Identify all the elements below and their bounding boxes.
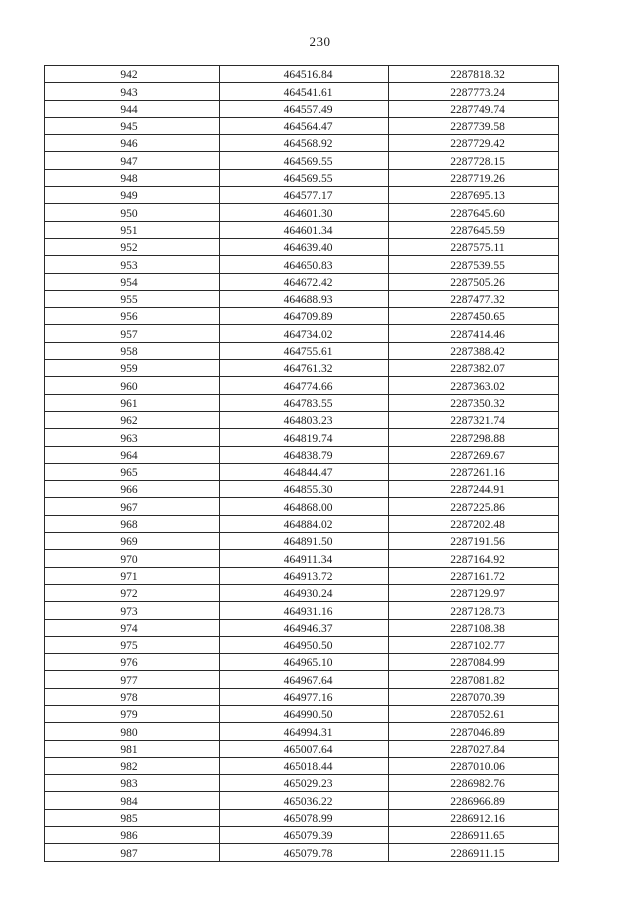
table-row bbox=[45, 705, 559, 722]
point-number-cell: 946 bbox=[45, 135, 220, 152]
point-number-cell: 955 bbox=[45, 290, 220, 307]
table-row bbox=[45, 844, 559, 861]
y-coordinate-cell: 2287388.42 bbox=[389, 342, 559, 359]
y-coordinate-cell: 2287363.02 bbox=[389, 377, 559, 394]
x-coordinate-cell: 464577.17 bbox=[220, 187, 389, 204]
point-number-cell: 981 bbox=[45, 740, 220, 757]
table-row bbox=[45, 169, 559, 186]
table-row bbox=[45, 827, 559, 844]
table-row bbox=[45, 377, 559, 394]
point-number-cell: 980 bbox=[45, 723, 220, 740]
point-number-cell: 957 bbox=[45, 325, 220, 342]
table-row bbox=[45, 654, 559, 671]
x-coordinate-cell: 464639.40 bbox=[220, 238, 389, 255]
x-coordinate-cell: 464931.16 bbox=[220, 602, 389, 619]
x-coordinate-cell: 464557.49 bbox=[220, 100, 389, 117]
point-number-cell: 978 bbox=[45, 688, 220, 705]
y-coordinate-cell: 2286911.15 bbox=[389, 844, 559, 861]
x-coordinate-cell: 464783.55 bbox=[220, 394, 389, 411]
table-row bbox=[45, 809, 559, 826]
point-number-cell: 958 bbox=[45, 342, 220, 359]
point-number-cell: 960 bbox=[45, 377, 220, 394]
table-row bbox=[45, 204, 559, 221]
point-number-cell: 954 bbox=[45, 273, 220, 290]
x-coordinate-cell: 464990.50 bbox=[220, 705, 389, 722]
table-row bbox=[45, 463, 559, 480]
table-row bbox=[45, 515, 559, 532]
table-row bbox=[45, 550, 559, 567]
y-coordinate-cell: 2287070.39 bbox=[389, 688, 559, 705]
x-coordinate-cell: 464672.42 bbox=[220, 273, 389, 290]
y-coordinate-cell: 2287645.60 bbox=[389, 204, 559, 221]
table-row bbox=[45, 411, 559, 428]
y-coordinate-cell: 2287164.92 bbox=[389, 550, 559, 567]
x-coordinate-cell: 464838.79 bbox=[220, 446, 389, 463]
point-number-cell: 962 bbox=[45, 411, 220, 428]
y-coordinate-cell: 2287225.86 bbox=[389, 498, 559, 515]
table-row bbox=[45, 584, 559, 601]
x-coordinate-cell: 464568.92 bbox=[220, 135, 389, 152]
x-coordinate-cell: 464844.47 bbox=[220, 463, 389, 480]
y-coordinate-cell: 2287046.89 bbox=[389, 723, 559, 740]
x-coordinate-cell: 464774.66 bbox=[220, 377, 389, 394]
table-row bbox=[45, 619, 559, 636]
point-number-cell: 971 bbox=[45, 567, 220, 584]
coordinates-table-body bbox=[45, 66, 559, 862]
table-row bbox=[45, 66, 559, 83]
point-number-cell: 947 bbox=[45, 152, 220, 169]
y-coordinate-cell: 2287818.32 bbox=[389, 66, 559, 83]
y-coordinate-cell: 2287298.88 bbox=[389, 429, 559, 446]
y-coordinate-cell: 2287084.99 bbox=[389, 654, 559, 671]
y-coordinate-cell: 2287477.32 bbox=[389, 290, 559, 307]
y-coordinate-cell: 2287102.77 bbox=[389, 636, 559, 653]
table-row bbox=[45, 221, 559, 238]
point-number-cell: 948 bbox=[45, 169, 220, 186]
table-row bbox=[45, 290, 559, 307]
x-coordinate-cell: 465078.99 bbox=[220, 809, 389, 826]
y-coordinate-cell: 2287505.26 bbox=[389, 273, 559, 290]
point-number-cell: 963 bbox=[45, 429, 220, 446]
y-coordinate-cell: 2287161.72 bbox=[389, 567, 559, 584]
x-coordinate-cell: 464709.89 bbox=[220, 308, 389, 325]
x-coordinate-cell: 465079.39 bbox=[220, 827, 389, 844]
point-number-cell: 950 bbox=[45, 204, 220, 221]
point-number-cell: 953 bbox=[45, 256, 220, 273]
point-number-cell: 972 bbox=[45, 584, 220, 601]
x-coordinate-cell: 464946.37 bbox=[220, 619, 389, 636]
table-row bbox=[45, 429, 559, 446]
y-coordinate-cell: 2287350.32 bbox=[389, 394, 559, 411]
table-row bbox=[45, 688, 559, 705]
y-coordinate-cell: 2287728.15 bbox=[389, 152, 559, 169]
y-coordinate-cell: 2287749.74 bbox=[389, 100, 559, 117]
table-row bbox=[45, 446, 559, 463]
x-coordinate-cell: 465036.22 bbox=[220, 792, 389, 809]
table-row bbox=[45, 273, 559, 290]
table-row bbox=[45, 135, 559, 152]
point-number-cell: 942 bbox=[45, 66, 220, 83]
y-coordinate-cell: 2287719.26 bbox=[389, 169, 559, 186]
x-coordinate-cell: 464601.34 bbox=[220, 221, 389, 238]
y-coordinate-cell: 2287128.73 bbox=[389, 602, 559, 619]
table-row bbox=[45, 342, 559, 359]
y-coordinate-cell: 2287010.06 bbox=[389, 757, 559, 774]
point-number-cell: 959 bbox=[45, 360, 220, 377]
y-coordinate-cell: 2286982.76 bbox=[389, 775, 559, 792]
x-coordinate-cell: 464516.84 bbox=[220, 66, 389, 83]
y-coordinate-cell: 2287539.55 bbox=[389, 256, 559, 273]
y-coordinate-cell: 2286911.65 bbox=[389, 827, 559, 844]
point-number-cell: 982 bbox=[45, 757, 220, 774]
y-coordinate-cell: 2287027.84 bbox=[389, 740, 559, 757]
y-coordinate-cell: 2287261.16 bbox=[389, 463, 559, 480]
table-row bbox=[45, 533, 559, 550]
x-coordinate-cell: 464688.93 bbox=[220, 290, 389, 307]
point-number-cell: 970 bbox=[45, 550, 220, 567]
point-number-cell: 977 bbox=[45, 671, 220, 688]
coordinates-table bbox=[44, 65, 559, 862]
point-number-cell: 974 bbox=[45, 619, 220, 636]
table-row bbox=[45, 394, 559, 411]
y-coordinate-cell: 2287052.61 bbox=[389, 705, 559, 722]
table-row bbox=[45, 238, 559, 255]
point-number-cell: 951 bbox=[45, 221, 220, 238]
table-row bbox=[45, 152, 559, 169]
x-coordinate-cell: 464601.30 bbox=[220, 204, 389, 221]
table-row bbox=[45, 100, 559, 117]
y-coordinate-cell: 2287645.59 bbox=[389, 221, 559, 238]
table-row bbox=[45, 757, 559, 774]
table-row bbox=[45, 775, 559, 792]
y-coordinate-cell: 2287575.11 bbox=[389, 238, 559, 255]
table-row bbox=[45, 256, 559, 273]
y-coordinate-cell: 2286966.89 bbox=[389, 792, 559, 809]
y-coordinate-cell: 2287695.13 bbox=[389, 187, 559, 204]
y-coordinate-cell: 2287414.46 bbox=[389, 325, 559, 342]
x-coordinate-cell: 464650.83 bbox=[220, 256, 389, 273]
x-coordinate-cell: 464930.24 bbox=[220, 584, 389, 601]
table-row bbox=[45, 117, 559, 134]
point-number-cell: 975 bbox=[45, 636, 220, 653]
x-coordinate-cell: 464884.02 bbox=[220, 515, 389, 532]
point-number-cell: 964 bbox=[45, 446, 220, 463]
point-number-cell: 945 bbox=[45, 117, 220, 134]
y-coordinate-cell: 2287382.07 bbox=[389, 360, 559, 377]
y-coordinate-cell: 2287108.38 bbox=[389, 619, 559, 636]
table-row bbox=[45, 360, 559, 377]
point-number-cell: 943 bbox=[45, 83, 220, 100]
x-coordinate-cell: 464855.30 bbox=[220, 481, 389, 498]
table-row bbox=[45, 723, 559, 740]
x-coordinate-cell: 465007.64 bbox=[220, 740, 389, 757]
point-number-cell: 983 bbox=[45, 775, 220, 792]
x-coordinate-cell: 464803.23 bbox=[220, 411, 389, 428]
y-coordinate-cell: 2287081.82 bbox=[389, 671, 559, 688]
point-number-cell: 973 bbox=[45, 602, 220, 619]
y-coordinate-cell: 2286912.16 bbox=[389, 809, 559, 826]
x-coordinate-cell: 464965.10 bbox=[220, 654, 389, 671]
point-number-cell: 986 bbox=[45, 827, 220, 844]
y-coordinate-cell: 2287269.67 bbox=[389, 446, 559, 463]
x-coordinate-cell: 464734.02 bbox=[220, 325, 389, 342]
table-row bbox=[45, 602, 559, 619]
x-coordinate-cell: 465079.78 bbox=[220, 844, 389, 861]
point-number-cell: 966 bbox=[45, 481, 220, 498]
y-coordinate-cell: 2287191.56 bbox=[389, 533, 559, 550]
point-number-cell: 976 bbox=[45, 654, 220, 671]
x-coordinate-cell: 465029.23 bbox=[220, 775, 389, 792]
table-row bbox=[45, 671, 559, 688]
x-coordinate-cell: 464950.50 bbox=[220, 636, 389, 653]
y-coordinate-cell: 2287321.74 bbox=[389, 411, 559, 428]
x-coordinate-cell: 464891.50 bbox=[220, 533, 389, 550]
point-number-cell: 956 bbox=[45, 308, 220, 325]
y-coordinate-cell: 2287129.97 bbox=[389, 584, 559, 601]
y-coordinate-cell: 2287450.65 bbox=[389, 308, 559, 325]
point-number-cell: 985 bbox=[45, 809, 220, 826]
x-coordinate-cell: 464819.74 bbox=[220, 429, 389, 446]
x-coordinate-cell: 464564.47 bbox=[220, 117, 389, 134]
x-coordinate-cell: 464994.31 bbox=[220, 723, 389, 740]
table-row bbox=[45, 481, 559, 498]
page-number: 230 bbox=[309, 34, 331, 49]
point-number-cell: 961 bbox=[45, 394, 220, 411]
x-coordinate-cell: 464868.00 bbox=[220, 498, 389, 515]
table-row bbox=[45, 325, 559, 342]
table-row bbox=[45, 83, 559, 100]
table-row bbox=[45, 636, 559, 653]
table-row bbox=[45, 740, 559, 757]
x-coordinate-cell: 464977.16 bbox=[220, 688, 389, 705]
x-coordinate-cell: 464569.55 bbox=[220, 169, 389, 186]
point-number-cell: 979 bbox=[45, 705, 220, 722]
point-number-cell: 949 bbox=[45, 187, 220, 204]
point-number-cell: 965 bbox=[45, 463, 220, 480]
x-coordinate-cell: 464913.72 bbox=[220, 567, 389, 584]
table-row bbox=[45, 187, 559, 204]
x-coordinate-cell: 464569.55 bbox=[220, 152, 389, 169]
table-row bbox=[45, 308, 559, 325]
x-coordinate-cell: 465018.44 bbox=[220, 757, 389, 774]
y-coordinate-cell: 2287739.58 bbox=[389, 117, 559, 134]
y-coordinate-cell: 2287729.42 bbox=[389, 135, 559, 152]
x-coordinate-cell: 464911.34 bbox=[220, 550, 389, 567]
point-number-cell: 967 bbox=[45, 498, 220, 515]
point-number-cell: 944 bbox=[45, 100, 220, 117]
point-number-cell: 952 bbox=[45, 238, 220, 255]
table-row bbox=[45, 567, 559, 584]
table-row bbox=[45, 498, 559, 515]
x-coordinate-cell: 464755.61 bbox=[220, 342, 389, 359]
point-number-cell: 969 bbox=[45, 533, 220, 550]
point-number-cell: 968 bbox=[45, 515, 220, 532]
x-coordinate-cell: 464967.64 bbox=[220, 671, 389, 688]
y-coordinate-cell: 2287773.24 bbox=[389, 83, 559, 100]
point-number-cell: 984 bbox=[45, 792, 220, 809]
y-coordinate-cell: 2287244.91 bbox=[389, 481, 559, 498]
x-coordinate-cell: 464761.32 bbox=[220, 360, 389, 377]
table-row bbox=[45, 792, 559, 809]
point-number-cell: 987 bbox=[45, 844, 220, 861]
y-coordinate-cell: 2287202.48 bbox=[389, 515, 559, 532]
x-coordinate-cell: 464541.61 bbox=[220, 83, 389, 100]
